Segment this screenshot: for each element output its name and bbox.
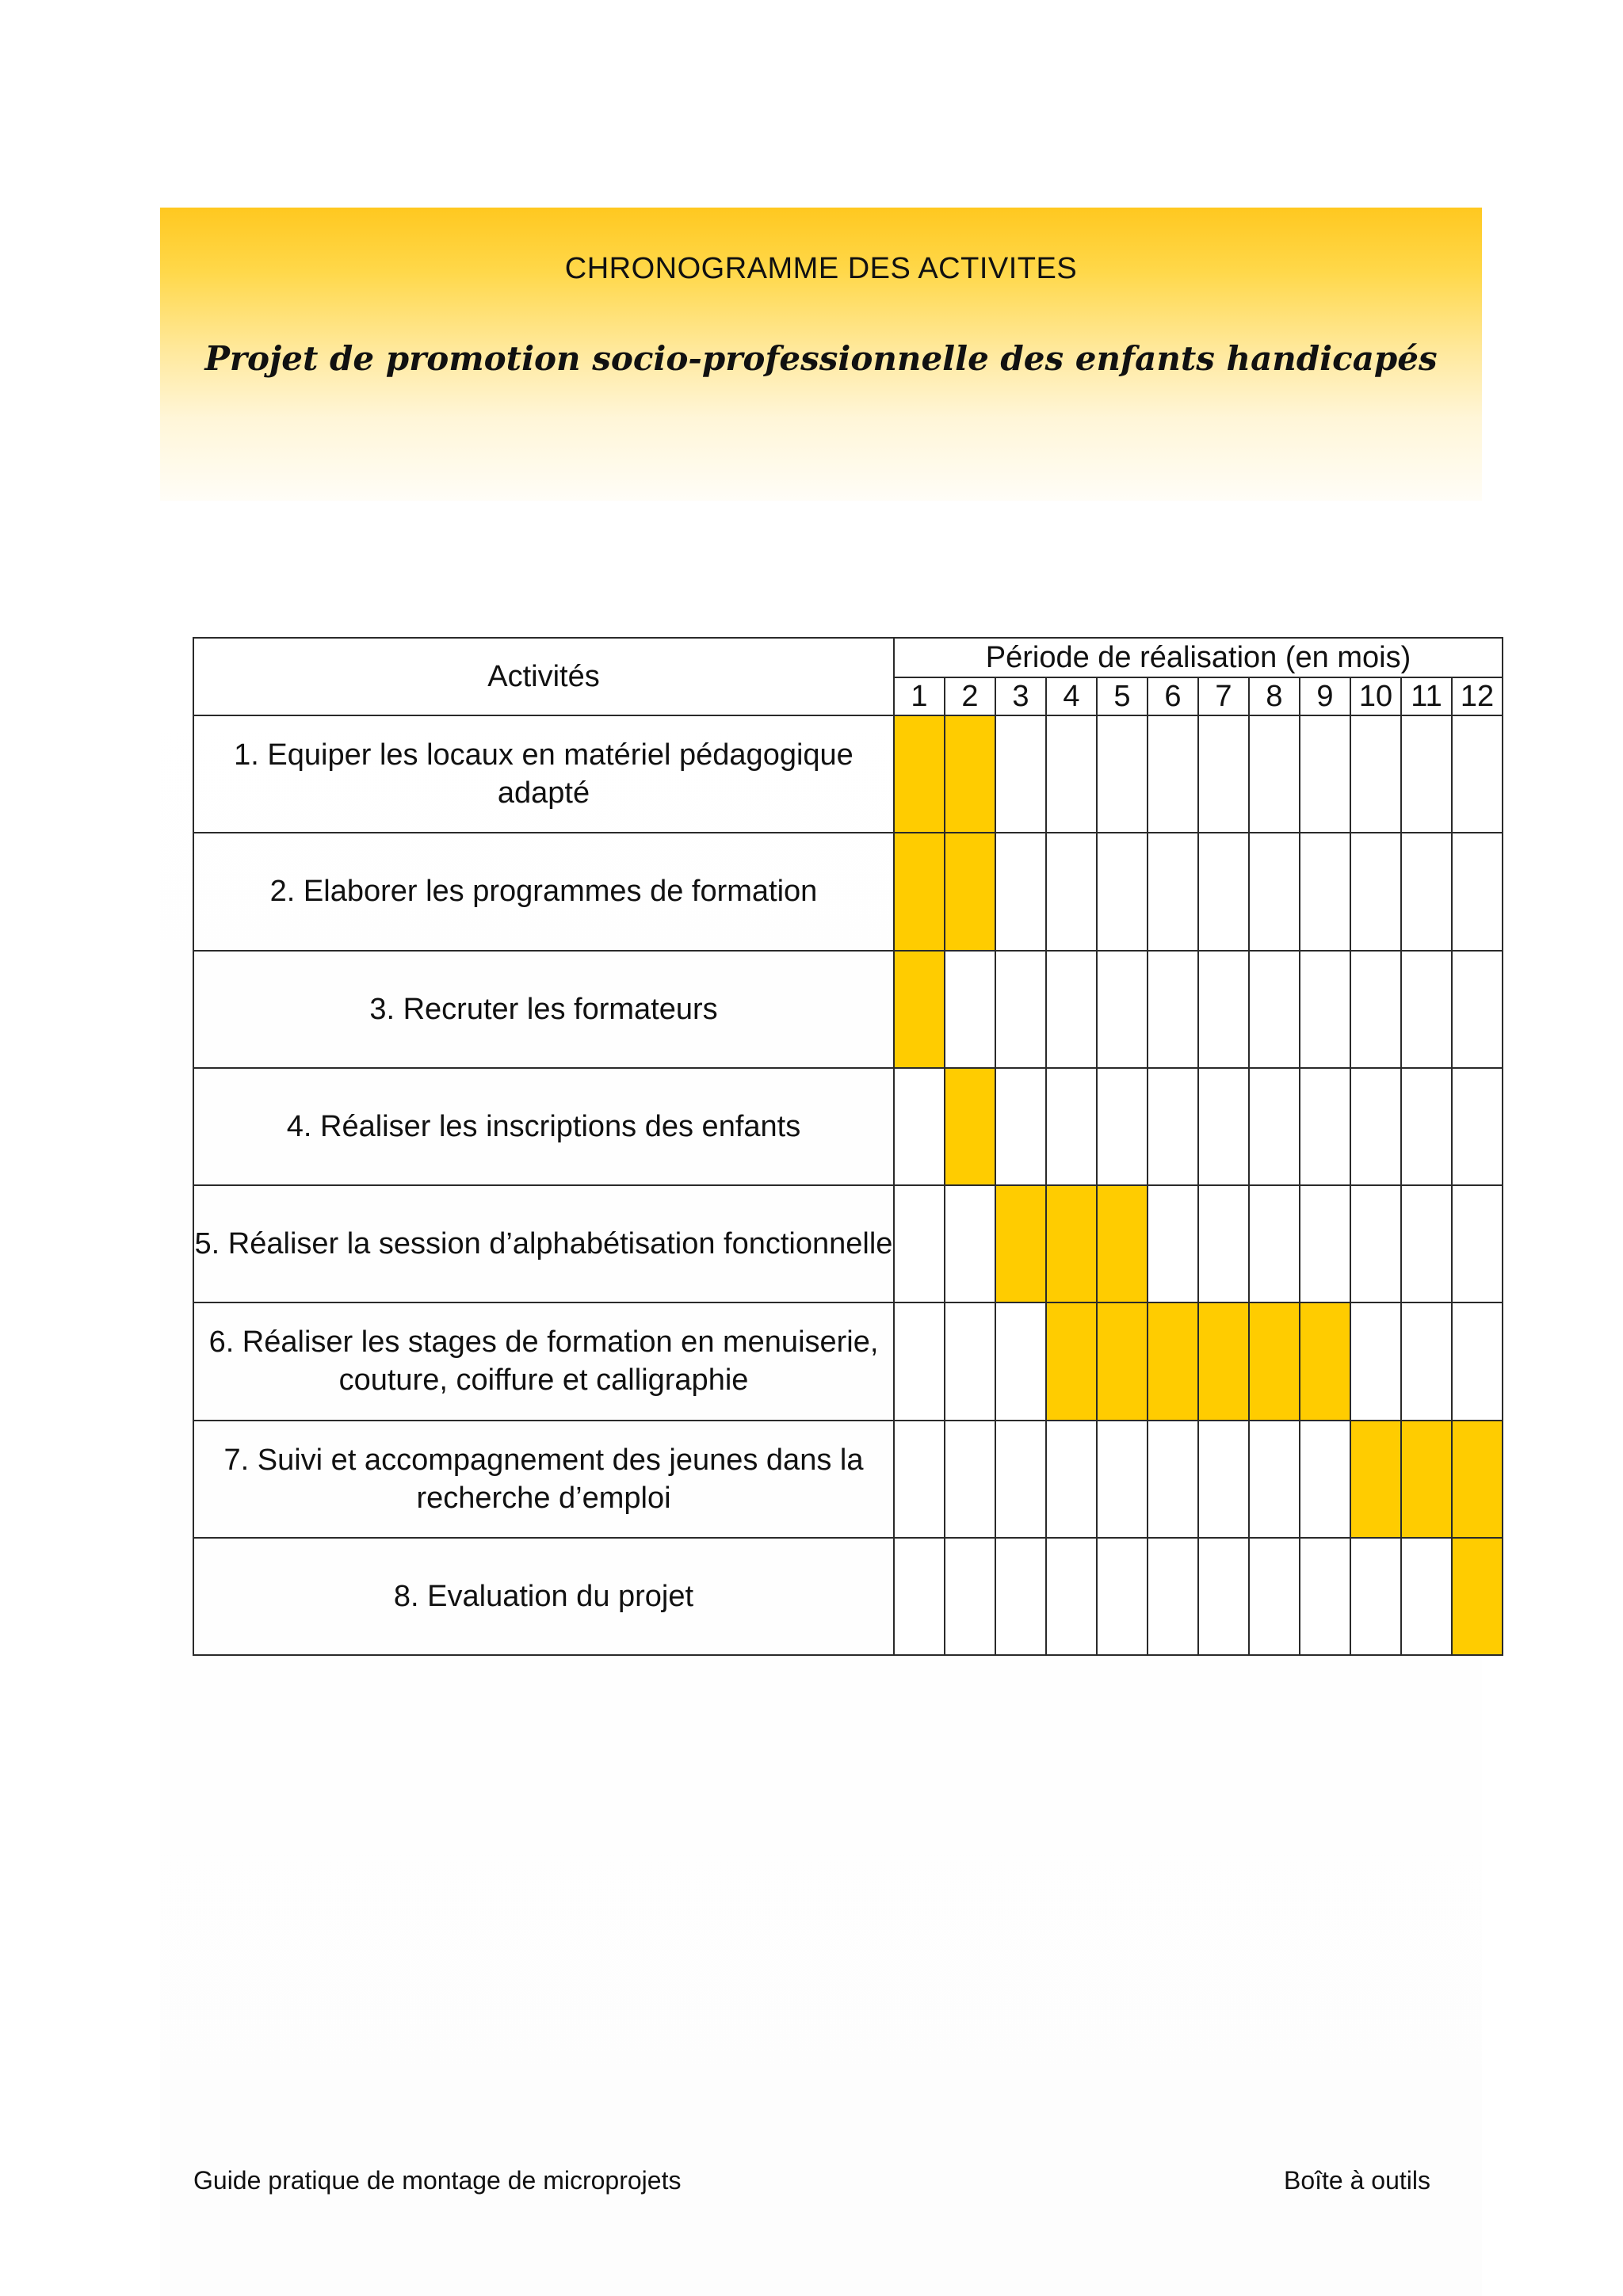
empty-month-cell: [995, 833, 1046, 950]
activity-row: [193, 715, 1503, 833]
empty-month-cell: [995, 1302, 1046, 1420]
activity-row: [193, 1538, 1503, 1655]
empty-month-cell: [995, 715, 1046, 833]
empty-month-cell: [1249, 1538, 1300, 1655]
project-subtitle: Projet de promotion socio-professionnelle des enfants handicapés: [204, 339, 1438, 378]
empty-month-cell: [1148, 1421, 1198, 1538]
empty-month-cell: [1401, 1068, 1452, 1185]
empty-month-cell: [1300, 715, 1350, 833]
empty-month-cell: [1350, 1185, 1401, 1302]
active-month-cell: [1097, 1302, 1148, 1420]
empty-month-cell: [1249, 1068, 1300, 1185]
active-month-cell: [945, 715, 995, 833]
active-month-cell: [1198, 1302, 1249, 1420]
empty-month-cell: [1300, 833, 1350, 950]
empty-month-cell: [1401, 1538, 1452, 1655]
month-header-7: 7: [1198, 677, 1249, 715]
empty-month-cell: [1452, 951, 1503, 1068]
empty-month-cell: [1401, 715, 1452, 833]
month-header-9: 9: [1300, 677, 1350, 715]
empty-month-cell: [1350, 715, 1401, 833]
empty-month-cell: [945, 951, 995, 1068]
activity-rows: [193, 715, 1503, 1655]
empty-month-cell: [1452, 1185, 1503, 1302]
month-header-4: 4: [1046, 677, 1097, 715]
empty-month-cell: [995, 1068, 1046, 1185]
empty-month-cell: [995, 951, 1046, 1068]
empty-month-cell: [894, 1302, 945, 1420]
empty-month-cell: [1198, 715, 1249, 833]
empty-month-cell: [1300, 1068, 1350, 1185]
activity-label: 3. Recruter les formateurs: [193, 951, 894, 1068]
empty-month-cell: [1452, 833, 1503, 950]
activity-row: [193, 1068, 1503, 1185]
activity-label: 7. Suivi et accompagnement des jeunes dans la recherche d’emploi: [193, 1421, 894, 1538]
active-month-cell: [945, 1068, 995, 1185]
empty-month-cell: [894, 1068, 945, 1185]
empty-month-cell: [1350, 951, 1401, 1068]
activity-row: [193, 951, 1503, 1068]
activity-label: 6. Réaliser les stages de formation en menuiserie, couture, coiffure et calligraphie: [193, 1302, 894, 1420]
empty-month-cell: [1148, 1068, 1198, 1185]
empty-month-cell: [1046, 1538, 1097, 1655]
empty-month-cell: [1198, 1421, 1249, 1538]
empty-month-cell: [1046, 715, 1097, 833]
active-month-cell: [1046, 1302, 1097, 1420]
empty-month-cell: [995, 1421, 1046, 1538]
empty-month-cell: [1249, 951, 1300, 1068]
empty-month-cell: [1452, 1302, 1503, 1420]
empty-month-cell: [1300, 951, 1350, 1068]
empty-month-cell: [1046, 1421, 1097, 1538]
active-month-cell: [1452, 1421, 1503, 1538]
footer-section-name: Boîte à outils: [1284, 2166, 1430, 2195]
activity-row: [193, 833, 1503, 950]
active-month-cell: [1401, 1421, 1452, 1538]
month-header-8: 8: [1249, 677, 1300, 715]
empty-month-cell: [1401, 833, 1452, 950]
empty-month-cell: [1300, 1421, 1350, 1538]
active-month-cell: [1046, 1185, 1097, 1302]
footer-guide-title: Guide pratique de montage de microprojets: [193, 2166, 682, 2195]
empty-month-cell: [1452, 1068, 1503, 1185]
document-title: CHRONOGRAMME DES ACTIVITES: [564, 252, 1078, 285]
active-month-cell: [1350, 1421, 1401, 1538]
empty-month-cell: [945, 1302, 995, 1420]
activity-label: 8. Evaluation du projet: [193, 1538, 894, 1655]
empty-month-cell: [1401, 951, 1452, 1068]
empty-month-cell: [945, 1185, 995, 1302]
month-header-12: 12: [1452, 677, 1503, 715]
active-month-cell: [894, 715, 945, 833]
empty-month-cell: [1198, 833, 1249, 950]
empty-month-cell: [1350, 1302, 1401, 1420]
month-header-11: 11: [1401, 677, 1452, 715]
active-month-cell: [1452, 1538, 1503, 1655]
empty-month-cell: [1148, 1538, 1198, 1655]
empty-month-cell: [1249, 833, 1300, 950]
activity-row: [193, 1185, 1503, 1302]
empty-month-cell: [1046, 1068, 1097, 1185]
month-header-10: 10: [1350, 677, 1401, 715]
empty-month-cell: [1046, 833, 1097, 950]
active-month-cell: [894, 951, 945, 1068]
empty-month-cell: [1300, 1185, 1350, 1302]
activity-timeline-table: [193, 637, 1503, 1656]
empty-month-cell: [945, 1421, 995, 1538]
month-header-1: 1: [894, 677, 945, 715]
month-header-5: 5: [1097, 677, 1148, 715]
empty-month-cell: [1148, 951, 1198, 1068]
month-header-2: 2: [945, 677, 995, 715]
active-month-cell: [1300, 1302, 1350, 1420]
empty-month-cell: [1097, 1068, 1148, 1185]
month-header-6: 6: [1148, 677, 1198, 715]
empty-month-cell: [1097, 951, 1148, 1068]
empty-month-cell: [1249, 715, 1300, 833]
empty-month-cell: [1148, 715, 1198, 833]
empty-month-cell: [1198, 1185, 1249, 1302]
empty-month-cell: [1401, 1302, 1452, 1420]
empty-month-cell: [995, 1538, 1046, 1655]
empty-month-cell: [1046, 951, 1097, 1068]
empty-month-cell: [1249, 1185, 1300, 1302]
activity-label: 5. Réaliser la session d’alphabétisation fonctionnelle: [193, 1185, 894, 1302]
empty-month-cell: [894, 1421, 945, 1538]
empty-month-cell: [1350, 1538, 1401, 1655]
active-month-cell: [995, 1185, 1046, 1302]
active-month-cell: [945, 833, 995, 950]
empty-month-cell: [894, 1538, 945, 1655]
empty-month-cell: [1148, 1185, 1198, 1302]
empty-month-cell: [1097, 715, 1148, 833]
empty-month-cell: [1198, 951, 1249, 1068]
period-column-header: Période de réalisation (en mois): [894, 638, 1503, 677]
activity-row: [193, 1302, 1503, 1420]
active-month-cell: [1148, 1302, 1198, 1420]
empty-month-cell: [894, 1185, 945, 1302]
empty-month-cell: [1350, 833, 1401, 950]
empty-month-cell: [1198, 1538, 1249, 1655]
activities-column-header: Activités: [193, 638, 894, 715]
active-month-cell: [1249, 1302, 1300, 1420]
empty-month-cell: [1249, 1421, 1300, 1538]
empty-month-cell: [1148, 833, 1198, 950]
empty-month-cell: [1097, 1538, 1148, 1655]
empty-month-cell: [1198, 1068, 1249, 1185]
active-month-cell: [1097, 1185, 1148, 1302]
activity-label: 2. Elaborer les programmes de formation: [193, 833, 894, 950]
empty-month-cell: [1452, 715, 1503, 833]
activity-label: 4. Réaliser les inscriptions des enfants: [193, 1068, 894, 1185]
activity-label: 1. Equiper les locaux en matériel pédagogique adapté: [193, 715, 894, 833]
empty-month-cell: [1097, 1421, 1148, 1538]
active-month-cell: [894, 833, 945, 950]
empty-month-cell: [1401, 1185, 1452, 1302]
empty-month-cell: [1300, 1538, 1350, 1655]
empty-month-cell: [1097, 833, 1148, 950]
activity-row: [193, 1421, 1503, 1538]
month-header-3: 3: [995, 677, 1046, 715]
empty-month-cell: [1350, 1068, 1401, 1185]
empty-month-cell: [945, 1538, 995, 1655]
